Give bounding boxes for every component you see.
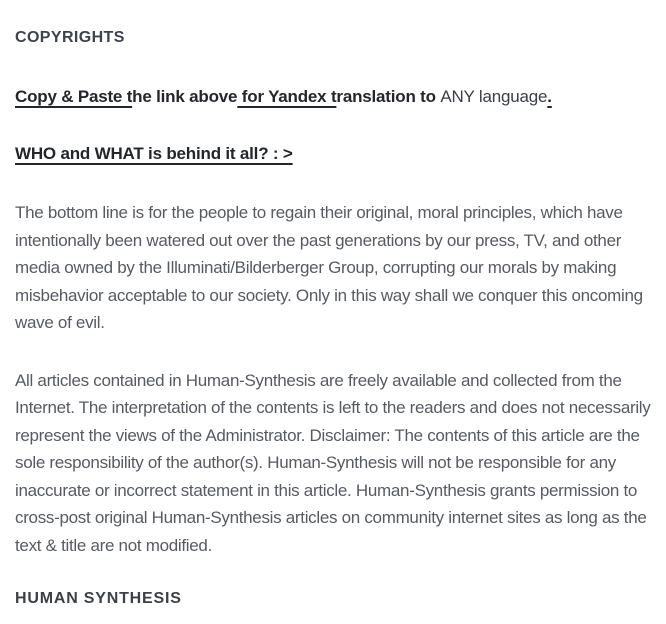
copy-paste-link[interactable]: Copy & Paste t	[15, 87, 133, 106]
who-what-behind-link[interactable]: WHO and WHAT is behind it all? : >	[15, 144, 293, 163]
human-synthesis-heading: HUMAN SYNTHESIS	[15, 590, 182, 607]
translate-instruction-line	[15, 85, 651, 109]
disclaimer-paragraph: All articles contained in Human-Synthesis are freely available and collected from the Internet. The interpretation of the contents is left to the readers and does not necessarily represent the views of the Administrator. Disclaimer: The contents of this article are the sole responsibility of the author(s). Human-Synthesis will not be responsible for any inaccurate or incorrect statement in this article. Human-Synthesis grants permission to cross-post original Human-Synthesis articles on community internet sites as long as the text & title are not modified.	[15, 370, 651, 555]
mission-paragraph: The bottom line is for the people to regain their original, moral principles, which have intentionally been watered out over the past generations by our press, TV, and other media owned by the Illuminati/Bilderberger Group, corrupting our morals by making misbehavior acceptable to our society. Only in this way shall we conquer this oncoming wave of evil.	[15, 203, 643, 332]
yandex-translation-link[interactable]: for Yandex t	[237, 87, 337, 106]
any-language-text: ANY language	[440, 87, 548, 106]
translate-text-1: he link above	[132, 87, 238, 106]
trailing-period-link[interactable]: .	[547, 87, 552, 106]
who-what-line	[15, 142, 651, 166]
translate-text-2: ranslation to	[336, 87, 441, 106]
copyrights-heading: COPYRIGHTS	[15, 29, 125, 46]
